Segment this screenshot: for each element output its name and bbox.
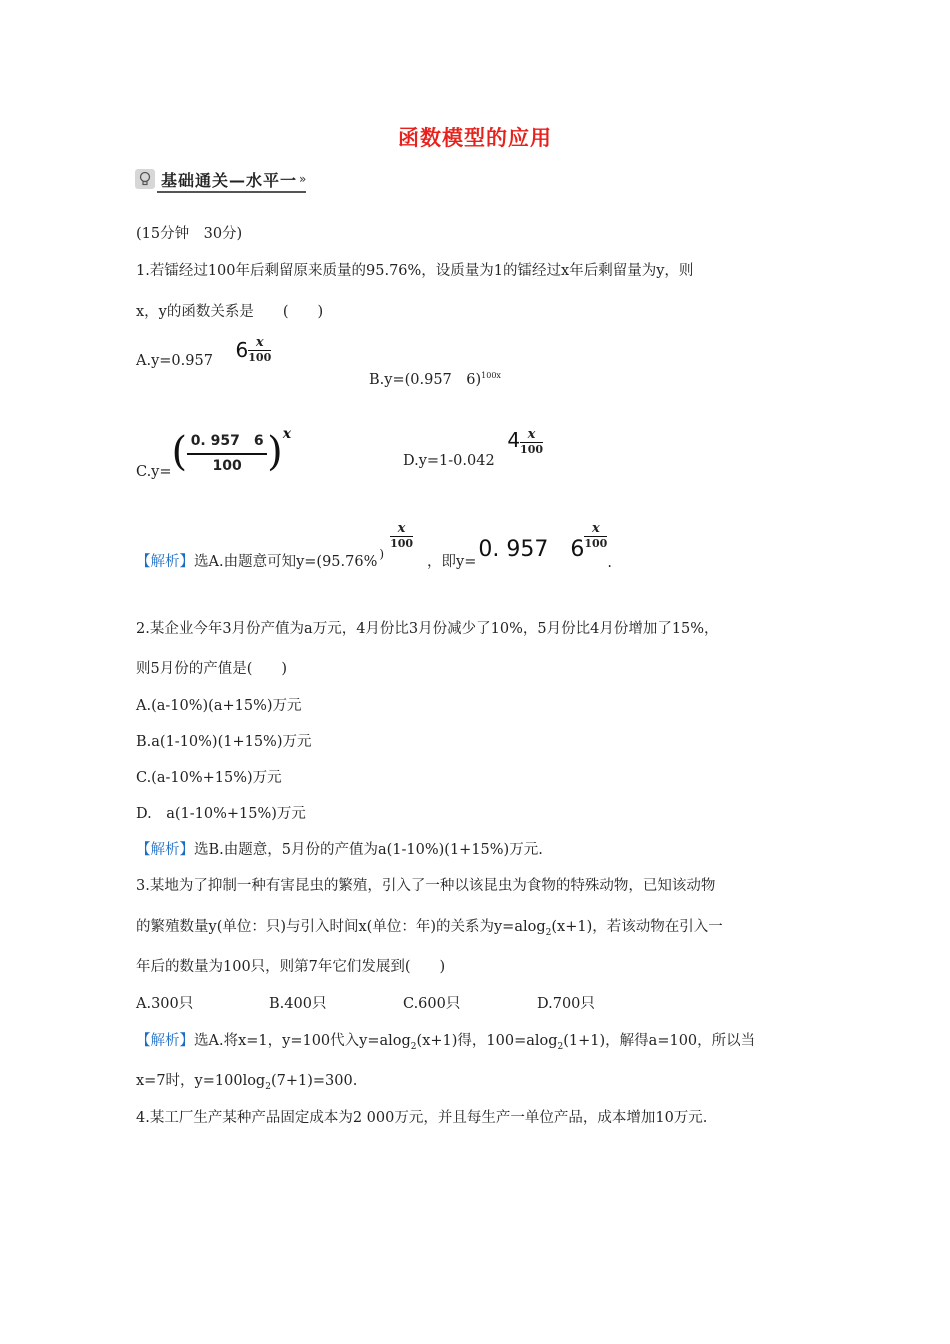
- q1-line2: x，y的函数关系是 ( ): [136, 304, 324, 320]
- q3-option-b: B.400只: [269, 996, 327, 1012]
- q2-line1: 2.某企业今年3月份产值为a万元，4月份比3月份减少了10%，5月份比4月份增加了15%，: [136, 621, 719, 637]
- q3-option-d: D.700只: [537, 996, 595, 1012]
- answer-tag: 【解析】: [136, 554, 194, 570]
- q1-option-c-prefix: C.y=: [136, 464, 172, 480]
- q1-answer-text1: 选A.由题意可知y=(95.76%: [194, 554, 378, 570]
- lightbulb-icon: [135, 169, 155, 189]
- left-paren: (: [171, 429, 188, 475]
- exp-den: 100: [520, 443, 544, 456]
- q2-line2: 则5月份的产值是( ): [136, 661, 288, 677]
- q1-option-d-power: [507, 428, 543, 455]
- time-info: (15分钟 30分): [136, 226, 243, 242]
- exp-num: x: [255, 335, 264, 350]
- q3-ans-line2-sub: 2: [265, 1081, 271, 1092]
- q1-option-c-fraction: [187, 430, 267, 474]
- exp-den: 100: [390, 537, 414, 550]
- q2-option-a: A.(a-10%)(a+15%)万元: [136, 698, 302, 714]
- q1-option-d-base: 4: [507, 428, 521, 452]
- q1-option-a-prefix: A.y=0.957: [136, 353, 213, 369]
- exp-den: 100: [248, 351, 272, 364]
- q1-option-b-sup: 100x: [481, 371, 501, 381]
- page-title: 函数模型的应用: [398, 125, 552, 150]
- double-chevron-icon: »: [299, 172, 307, 186]
- q1-option-c-exponent: x: [282, 426, 292, 442]
- q4-line1: 4.某工厂生产某种产品固定成本为2 000万元，并且每生产一单位产品，成本增加10万元.: [136, 1110, 708, 1126]
- exp-num: x: [527, 427, 536, 442]
- q3-answer-line2: [136, 1069, 357, 1092]
- q1-option-b-text: B.y=(0.957 6): [369, 372, 482, 388]
- q1-option-d-prefix: D.y=1-0.042: [403, 453, 495, 469]
- q2-option-c: C.(a-10%+15%)万元: [136, 770, 282, 786]
- q1-answer-rparen: ): [379, 547, 385, 561]
- q1-option-d-exponent: [520, 428, 543, 455]
- q1-answer-end: .: [607, 555, 612, 571]
- q2-option-d: D. a(1-10%+15%)万元: [136, 806, 306, 822]
- section-banner: [135, 167, 306, 191]
- q3-ans-line2-a: x=7时，y=100log: [136, 1073, 266, 1089]
- q1-answer-text2: ，即y=: [427, 554, 477, 570]
- q1-option-a-power: [235, 335, 272, 364]
- q1-line1: 1.若镭经过100年后剩留原来质量的95.76%，设质量为1的镭经过x年后剩留量为y，则: [136, 263, 694, 279]
- q3-option-a: A.300只: [136, 996, 194, 1012]
- banner-underline: [157, 191, 306, 193]
- q1-option-a-base: 6: [235, 338, 249, 362]
- q3-line3: 年后的数量为100只，则第7年它们发展到( ): [136, 959, 446, 975]
- q3-option-c: C.600只: [403, 996, 461, 1012]
- q3-answer-line1: [136, 1029, 755, 1052]
- q3-line2-b: (x+1)，若该动物在引入一: [551, 919, 723, 935]
- q1-option-c-den: 100: [212, 457, 242, 474]
- exp-den: 100: [584, 537, 608, 550]
- q2-answer-text: 选B.由题意，5月份的产值为a(1-10%)(1+15%)万元.: [194, 842, 543, 858]
- q1-answer-value: 0. 957 6: [478, 537, 585, 562]
- q1-answer-exp1: [390, 522, 413, 549]
- q1-option-d: [403, 427, 544, 469]
- exp-num: x: [591, 521, 600, 536]
- exp-num: x: [397, 521, 406, 536]
- q3-line2-sub: 2: [545, 927, 552, 938]
- q3-ans-sub2: 2: [557, 1041, 564, 1052]
- q2-option-b: B.a(1-10%)(1+15%)万元: [136, 734, 312, 750]
- section-label: 基础通关—水平一: [161, 170, 298, 190]
- q3-ans-c: (1+1)，解得a=100，所以当: [563, 1033, 756, 1049]
- q1-option-a-exponent: [248, 336, 271, 363]
- q3-line2: [136, 915, 723, 938]
- q1-answer: [136, 522, 612, 571]
- q3-ans-line2-b: (7+1)=300.: [270, 1073, 358, 1089]
- q3-ans-sub1: 2: [410, 1041, 417, 1052]
- q3-ans-a: 选A.将x=1，y=100代入y=alog: [194, 1033, 411, 1049]
- q1-option-c-num: 0. 957 6: [190, 433, 264, 450]
- q3-line2-a: 的繁殖数量y(单位：只)与引入时间x(单位：年)的关系为y=alog: [136, 919, 546, 935]
- q1-option-c: [136, 424, 291, 480]
- q1-option-b: [369, 368, 501, 389]
- q3-line1: 3.某地为了抑制一种有害昆虫的繁殖，引入了一种以该昆虫为食物的特殊动物，已知该动物: [136, 878, 716, 894]
- q2-answer: [136, 838, 543, 859]
- q1-option-a: [136, 335, 272, 369]
- q3-ans-b: (x+1)得，100=alog: [416, 1033, 558, 1049]
- right-paren: ): [267, 429, 283, 475]
- q1-answer-exp2: [584, 522, 607, 549]
- answer-tag: 【解析】: [136, 842, 194, 858]
- answer-tag: 【解析】: [136, 1033, 194, 1049]
